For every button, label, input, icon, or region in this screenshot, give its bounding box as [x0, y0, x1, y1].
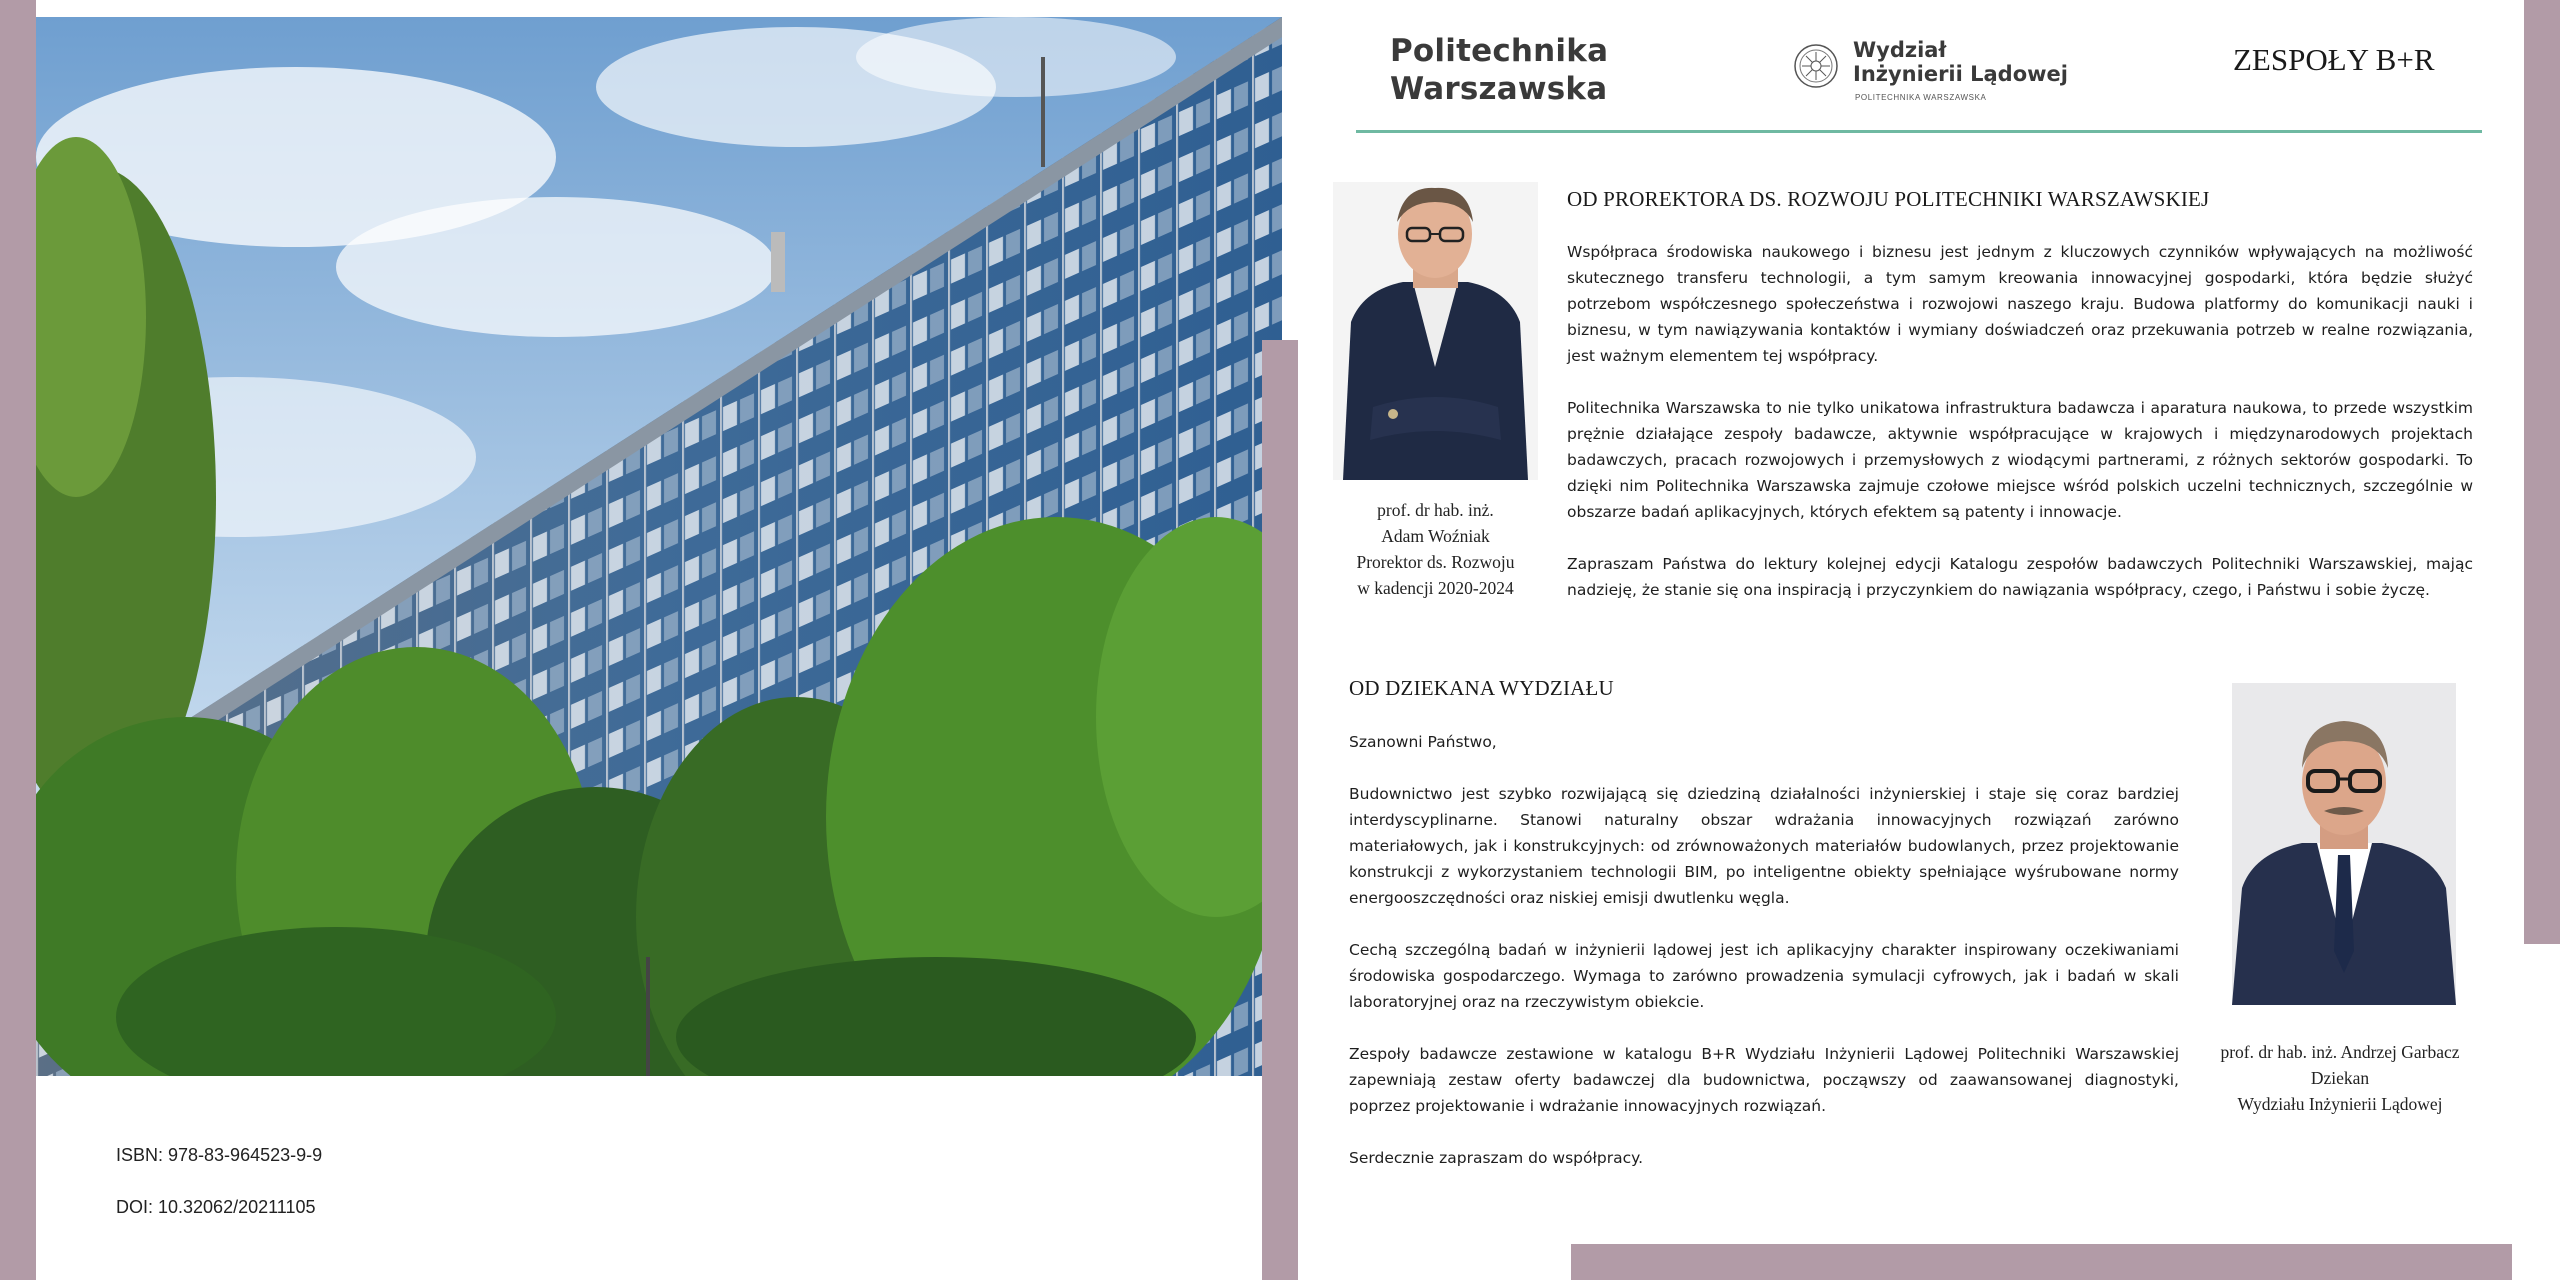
paragraph: Budownictwo jest szybko rozwijającą się dziedziną działalności inżynierskiej i staje się coraz bardziej interdyscyplinarne. Stanowi naturalny obszar wdrażania innowacyjnych rozwiązań zarówno materiałowych, jak i konstrukcyjnych: od zrównoważonych materiałów budowlanych, przez projektowanie konstrukcji z wykorzystaniem technologii BIM, po inteligentne obiekty spełniające wyśrubowane normy energooszczędności oraz niskiej emisji dwutlenku węgla. [1349, 785, 2179, 907]
right-accent-bar [2524, 0, 2560, 944]
caption-line: prof. dr hab. inż. [1377, 500, 1494, 520]
catalog-title: ZESPOŁY B+R [2233, 42, 2435, 77]
paragraph: Serdecznie zapraszam do współpracy. [1349, 1149, 1644, 1167]
faculty-seal-icon [1793, 43, 1839, 89]
left-accent-bar [0, 0, 36, 1280]
paragraph: Zespoły badawcze zestawione w katalogu B+R Wydziału Inżynierii Lądowej Politechniki Warszawskiej zapewniają zestaw oferty badawczej dla budownictwa, począwszy od zaawansowanej diagnostyki, poprzez projektowanie i wdrażanie innowacyjnych rozwiązań. [1349, 1045, 2179, 1115]
header-divider [1356, 130, 2482, 133]
logo-line-2: Warszawska [1390, 71, 1608, 107]
paragraph: Zapraszam Państwa do lektury kolejnej edycji Katalogu zespołów badawczych Politechniki Warszawskiej, mając nadzieję, że stanie się ona inspiracją i przyczynkiem do nawiązania współpracy, czego, i Państwu i sobie życzę. [1567, 555, 2473, 599]
dean-caption [2186, 1039, 2494, 1117]
caption-line: Wydziału Inżynierii Lądowej [2237, 1094, 2443, 1114]
vice-rector-portrait [1333, 182, 1538, 480]
isbn-text: ISBN: 978-83-964523-9-9 [116, 1145, 323, 1165]
vice-rector-caption [1333, 497, 1538, 601]
faculty-name-line-2: Inżynierii Lądowej [1853, 62, 2068, 86]
paragraph: Politechnika Warszawska to nie tylko unikatowa infrastruktura badawcza i aparatura naukowa, to przede wszystkim prężnie działające zespoły badawcze, aktywnie współpracujące w krajowych i międzynarodowych projektach badawczych, pracach rozwojowych i przemysłowych z wiodącymi partnerami, z różnych sektorów gospodarki. To dzięki nim Politechnika Warszawska zajmuje czołowe miejsce wśród polskich uczelni technicznych, szczególnie w obszarze badań aplikacyjnych, których efektem są patenty i innowacje. [1567, 399, 2473, 521]
caption-line: Dziekan [2310, 1068, 2370, 1088]
politechnika-warszawska-logo [1390, 32, 1608, 108]
paragraph: Szanowni Państwo, [1349, 733, 1497, 751]
faculty-name-line-1: Wydział [1853, 38, 1947, 62]
logo-line-1: Politechnika [1390, 33, 1609, 69]
caption-line: Adam Woźniak [1381, 526, 1490, 546]
caption-line: prof. dr hab. inż. Andrzej Garbacz [2220, 1042, 2460, 1062]
building-photo [36, 17, 1282, 1076]
caption-line: w kadencji 2020-2024 [1357, 578, 1514, 598]
doi-text: DOI: 10.32062/20211105 [116, 1197, 316, 1217]
faculty-logo [1793, 38, 2068, 106]
faculty-university-label: POLITECHNIKA WARSZAWSKA [1855, 93, 1987, 102]
dean-portrait [2232, 683, 2456, 1005]
dean-letter [1349, 729, 2179, 1197]
vice-rector-letter [1567, 239, 2473, 629]
faculty-name [1853, 38, 2068, 86]
caption-line: Prorektor ds. Rozwoju [1356, 552, 1515, 572]
bottom-accent-bar [1571, 1244, 2512, 1280]
paragraph: Współpraca środowiska naukowego i biznesu jest jednym z kluczowych czynników wpływających na możliwość skutecznego transferu technologii, a tym samym kreowania innowacyjnej gospodarki, która będzie służyć potrzebom współczesnego społeczeństwa i rozwojowi naszego kraju. Budowa platformy do komunikacji nauki i biznesu, w tym nawiązywania kontaktów i wymiany doświadczeń oraz przekuwania potrzeb w realne rozwiązania, jest ważnym elementem tej współpracy. [1567, 243, 2473, 365]
dean-section-title: OD DZIEKANA WYDZIAŁU [1349, 676, 1614, 700]
paragraph: Cechą szczególną badań w inżynierii lądowej jest ich aplikacyjny charakter inspirowany oczekiwaniami środowiska gospodarczego. Wymaga to zarówno prowadzenia symulacji cyfrowych, jak i badań w skali laboratoryjnej oraz na rzeczywistym obiekcie. [1349, 941, 2179, 1011]
center-accent-bar [1262, 340, 1298, 1280]
vice-rector-section-title: OD PROREKTORA DS. ROZWOJU POLITECHNIKI WARSZAWSKIEJ [1567, 187, 2210, 211]
